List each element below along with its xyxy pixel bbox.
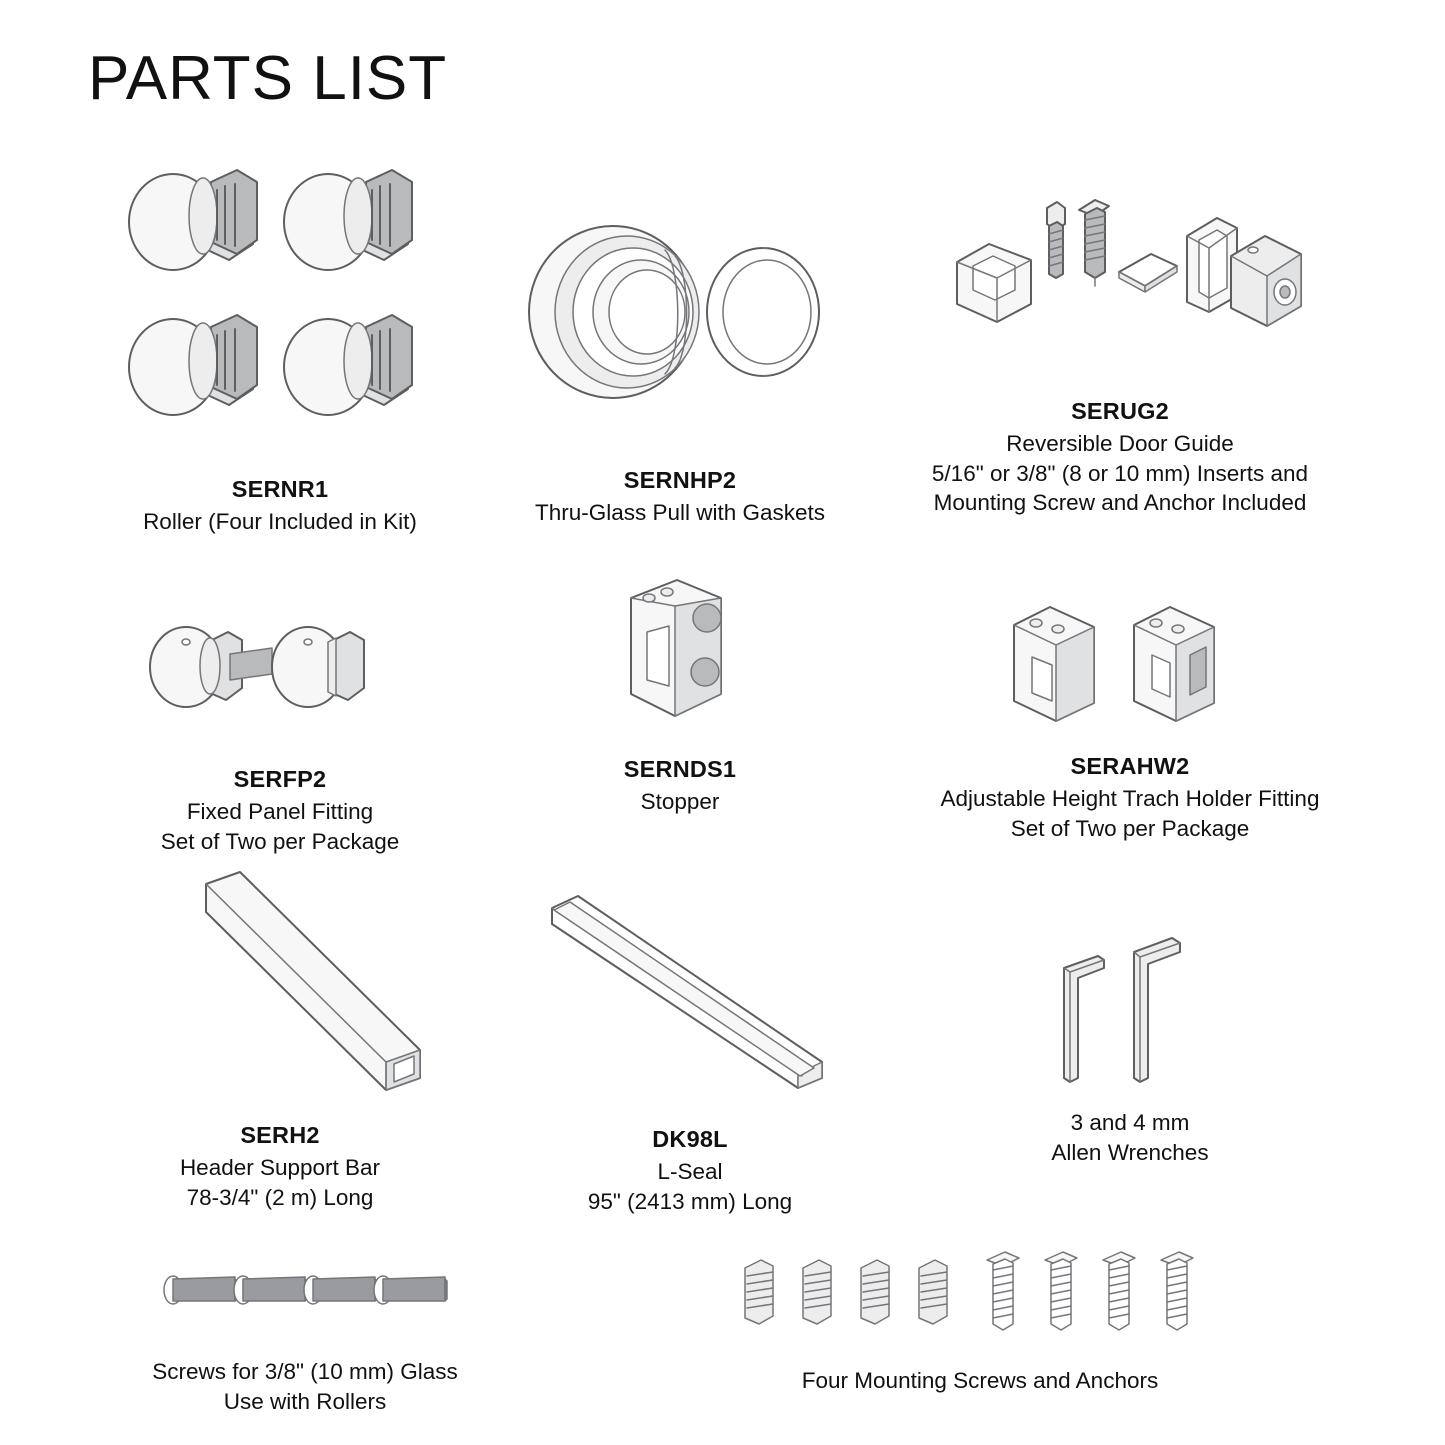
part-desc-line: 78-3/4" (2 m) Long: [186, 1184, 374, 1210]
part-desc-line: Thru-Glass Pull with Gaskets: [534, 500, 826, 526]
part-desc-line: Use with Rollers: [223, 1388, 387, 1414]
part-code: SERNDS1: [623, 756, 737, 782]
part-desc-line: Adjustable Height Trach Holder Fitting: [940, 786, 1320, 812]
part-caption: [624, 754, 736, 817]
thru-glass-pull-illustration: [515, 210, 845, 425]
part-item-allen-wrenches: [975, 930, 1285, 1167]
part-desc-line: Set of Two per Package: [160, 828, 400, 854]
roller-illustration: [115, 160, 445, 460]
allen-wrenches-illustration: [1040, 930, 1220, 1090]
part-caption: [588, 1124, 792, 1216]
part-item-mounting-screws-anchors: [730, 1250, 1230, 1396]
part-desc-line: Reversible Door Guide: [1006, 431, 1234, 457]
part-desc-line: Allen Wrenches: [1051, 1139, 1209, 1165]
header-support-bar-illustration: [120, 860, 440, 1110]
part-code: SERNR1: [231, 476, 329, 502]
part-desc-line: Set of Two per Package: [1010, 815, 1250, 841]
part-caption: [1051, 1108, 1208, 1167]
part-item-reversible-door-guide: [880, 190, 1360, 518]
part-code: DK98L: [652, 1126, 728, 1152]
reversible-door-guide-illustration: [935, 190, 1305, 370]
page-title: PARTS LIST: [88, 44, 448, 113]
part-caption: [143, 474, 417, 537]
fixed-panel-fitting-illustration: [140, 600, 420, 730]
part-caption: [161, 764, 399, 856]
part-desc-line: Mounting Screw and Anchor Included: [933, 490, 1307, 516]
l-seal-illustration: [530, 880, 850, 1100]
part-desc-line: 95" (2413 mm) Long: [587, 1188, 793, 1214]
part-caption: [932, 396, 1308, 518]
part-desc-line: Fixed Panel Fitting: [186, 799, 374, 825]
part-code: SERUG2: [1071, 398, 1169, 424]
part-item-roller: [100, 160, 460, 537]
part-item-header-support-bar: [120, 860, 440, 1212]
mounting-screws-anchors-illustration: [735, 1250, 1225, 1340]
part-item-stopper: [545, 570, 815, 817]
part-caption: [180, 1120, 380, 1212]
glass-screws-illustration: [155, 1255, 455, 1335]
part-desc-line: Header Support Bar: [179, 1155, 381, 1181]
part-code: SERH2: [240, 1122, 320, 1148]
part-caption: [802, 1366, 1158, 1396]
part-desc-line: 3 and 4 mm: [1070, 1110, 1190, 1135]
part-caption: [941, 751, 1320, 843]
part-item-l-seal: [530, 880, 850, 1216]
part-caption: [152, 1357, 458, 1416]
part-desc-line: 5/16" or 3/8" (8 or 10 mm) Inserts and: [931, 460, 1309, 486]
part-code: SERFP2: [233, 766, 327, 792]
part-item-fixed-panel-fitting: [120, 600, 440, 856]
part-desc-line: Stopper: [640, 789, 720, 815]
part-desc-line: Four Mounting Screws and Anchors: [801, 1368, 1159, 1393]
part-code: SERAHW2: [1070, 753, 1190, 779]
part-caption: [535, 465, 825, 528]
part-desc-line: Roller (Four Included in Kit): [143, 509, 417, 535]
part-desc-line: L-Seal: [657, 1159, 723, 1185]
part-item-glass-screws: [105, 1255, 505, 1416]
part-item-thru-glass-pull: [490, 210, 870, 528]
track-holder-fitting-illustration: [1000, 595, 1260, 725]
part-item-track-holder-fitting: [900, 595, 1360, 843]
stopper-illustration: [585, 570, 775, 730]
part-code: SERNHP2: [623, 467, 737, 493]
part-desc-line: Screws for 3/8" (10 mm) Glass: [152, 1359, 458, 1384]
